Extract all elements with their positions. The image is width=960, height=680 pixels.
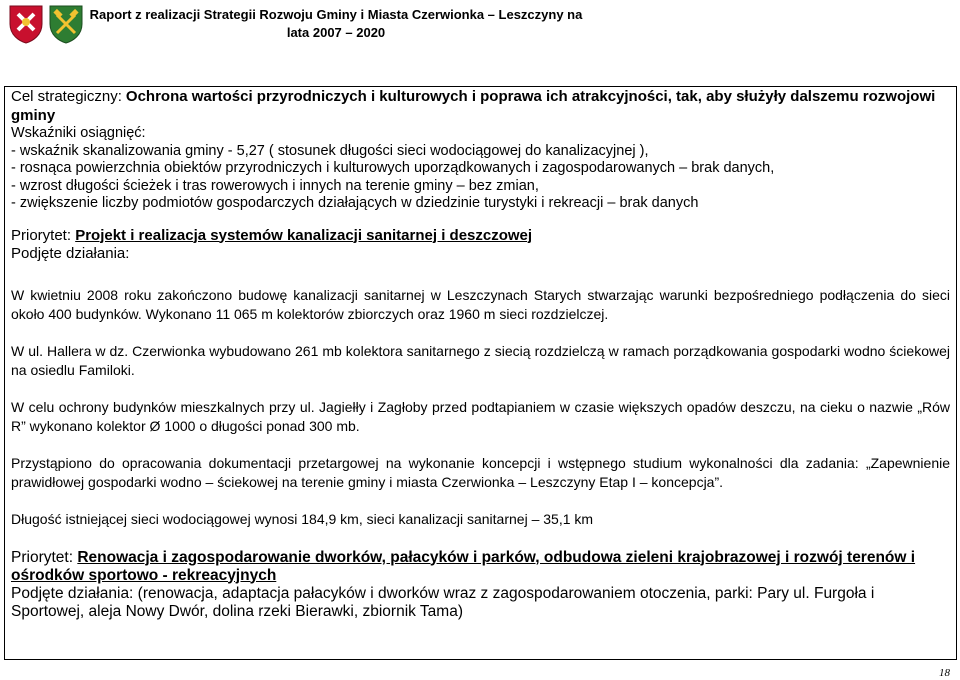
actions-text: Podjęte działania: (renowacja, adaptacja pałacyków i dworków wraz z zagospodarowaniem otoczenia, parki: Pary ul. Furgoła i Sportowej, aleja Nowy Dwór, dolina rzeki Bierawki, zbiornik Tama) (11, 584, 875, 620)
paragraph: W celu ochrony budynków mieszkalnych przy ul. Jagiełły i Zagłoby przed podtapianiem w czasie większych opadów deszczu, na cieku o nazwie „Rów R” wykonano kolektor Ø 1000 o długości ponad 300 mb. (11, 398, 950, 434)
priority-heading (11, 227, 950, 245)
page-header (0, 0, 960, 50)
indicator-item: - wzrost długości ścieżek i tras rowerowych i innych na terenie gminy – bez zmian, (11, 177, 539, 194)
goal-text: Ochrona wartości przyrodniczych i kulturowych i poprawa ich atrakcyjności, tak, aby służyły dalszemu rozwojowi gminy (11, 88, 936, 124)
goal-label: Cel strategiczny: (11, 88, 122, 105)
paragraph: W kwietniu 2008 roku zakończono budowę kanalizacji sanitarnej w Leszczynach Starych stwarzając warunki bezpośredniego podłączenia do sieci około 400 budynków. Wykonano 11 065 m kolektorów zbiorczych oraz 1960 m sieci rozdzielczej. (11, 286, 950, 322)
priority-title: Projekt i realizacja systemów kanalizacji sanitarnej i deszczowej (75, 226, 533, 244)
page-number: 18 (939, 667, 950, 679)
content-frame (4, 86, 957, 660)
actions-label: Podjęte działania: (11, 244, 130, 262)
shield-crossed-hammers-icon (48, 4, 84, 49)
report-title: Raport z realizacji Strategii Rozwoju Gminy i Miasta Czerwionka – Leszczyny na lata 2007 – 2020 (89, 7, 583, 40)
paragraph: Długość istniejącej sieci wodociągowej wynosi 184,9 km, sieci kanalizacji sanitarnej – 35,1 km (11, 510, 594, 527)
paragraph: W ul. Hallera w dz. Czerwionka wybudowano 261 mb kolektora sanitarnego z siecią rozdzielczą w ramach porządkowania gospodarki wodno ściekowej na osiedlu Familoki. (11, 342, 950, 378)
strategic-goal-section (11, 88, 950, 213)
shield-coat-of-arms-icon (8, 4, 44, 49)
indicators-label: Wskaźniki osiągnięć: (11, 125, 146, 141)
indicator-item: - zwiększenie liczby podmiotów gospodarczych działających w dziedzinie turystyki i rekreacji – brak danych (11, 195, 699, 211)
priority-title: Renowacja i zagospodarowanie dworków, pałacyków i parków, odbudowa zieleni krajobrazowej i rozwój terenów i ośrodków sportowo - rekreacyjnych (11, 548, 916, 584)
goal-heading (11, 88, 950, 125)
priority-label: Priorytet: (11, 226, 72, 244)
indicator-item: - wskaźnik skanalizowania gminy - 5,27 ( stosunek długości sieci wodociągowej do kanalizacyjnej ), (11, 142, 649, 159)
priority-heading (11, 549, 950, 585)
indicator-item: - rosnąca powierzchnia obiektów przyrodniczych i kulturowych uporządkowanych i zagospodarowanych – brak danych, (11, 160, 775, 176)
paragraph: Przystąpiono do opracowania dokumentacji przetargowej na wykonanie koncepcji i wstępnego studium wykonalności dla zadania: „Zapewnienie prawidłowej gospodarki wodno – ściekowej na terenie gminy i miasta Czerwionka – Leszczyny Etap I – koncepcja”. (11, 454, 950, 490)
priority-renovation-section (11, 549, 950, 621)
priority-sewer-section (11, 227, 950, 529)
priority-label: Priorytet: (11, 548, 74, 566)
logos (8, 4, 84, 49)
